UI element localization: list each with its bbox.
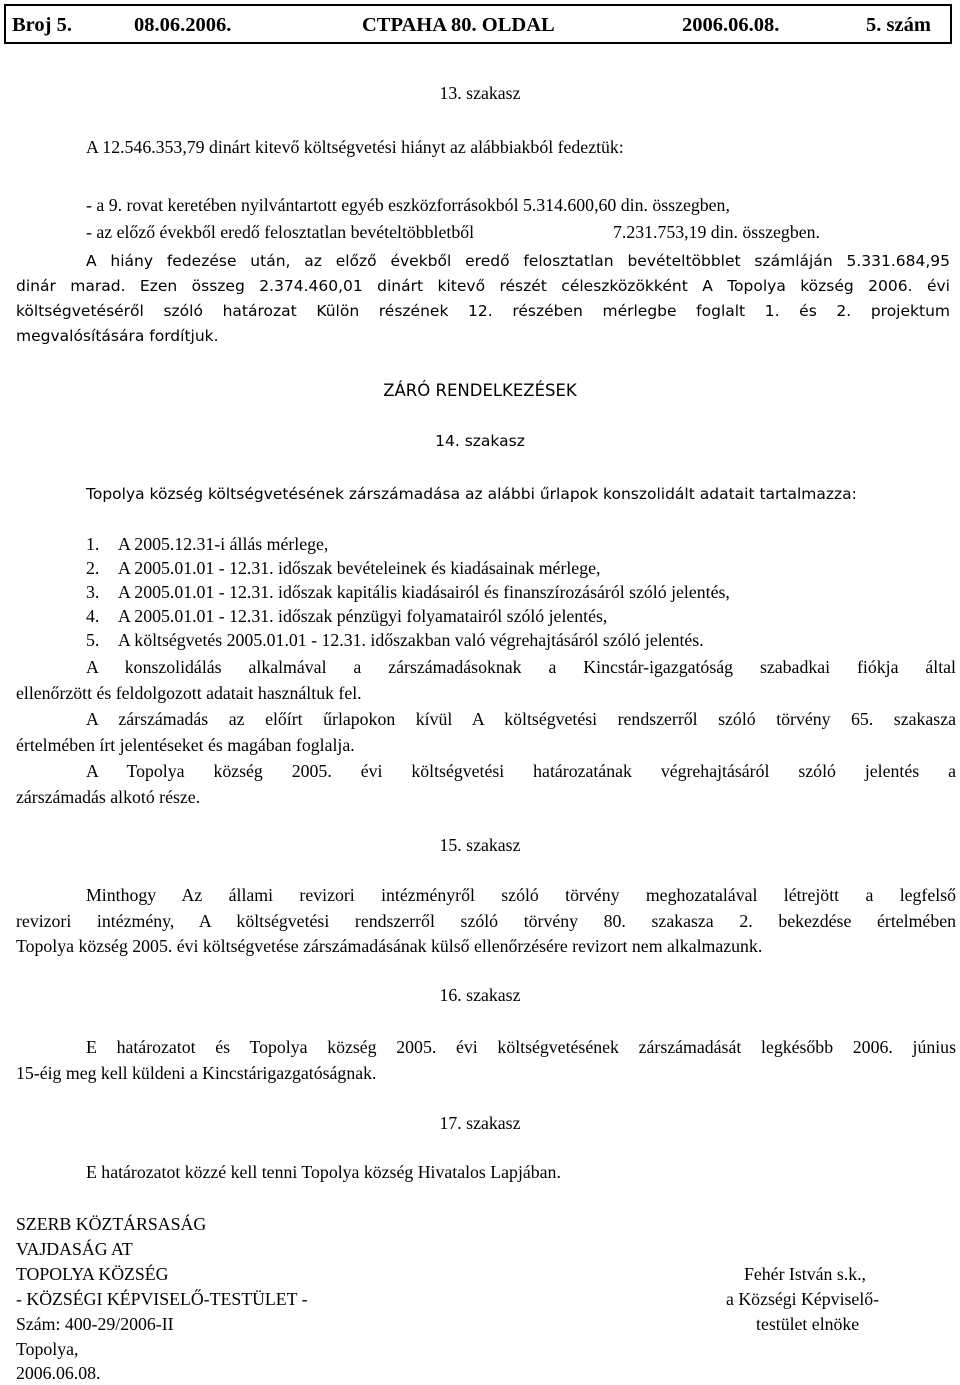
list-item (86, 533, 329, 555)
list-item-number: 1. (86, 534, 100, 554)
issuer-municipality: TOPOLYA KÖZSÉG (16, 1264, 169, 1284)
document-date: 2006.06.08. (16, 1363, 101, 1383)
section-14-para-line: A zárszámadás az előírt űrlapokon kívül A költségvetési rendszerről szóló törvény 65. szakasza (86, 709, 956, 729)
section-17-title: 17. szakasz (439, 1113, 521, 1133)
list-item (86, 629, 704, 651)
deficit-source-2-label: - az előző évekből eredő felosztatlan bevételtöbbletből (86, 222, 475, 242)
list-item-text: A 2005.01.01 - 12.31. időszak bevételeinek és kiadásainak mérlege, (118, 558, 601, 578)
list-item-number: 3. (86, 582, 100, 602)
issue-number-alt: 5. szám (866, 14, 931, 36)
issue-number: Broj 5. (12, 14, 72, 36)
issuer-country: SZERB KÖZTÁRSASÁG (16, 1214, 207, 1234)
list-item-number: 4. (86, 606, 100, 626)
list-item (86, 557, 601, 579)
deficit-source-2 (86, 221, 820, 243)
deficit-source-2-amount: 7.231.753,19 din. összegben. (613, 222, 820, 242)
list-item-number: 5. (86, 630, 100, 650)
issuer-body: - KÖZSÉGI KÉPVISELŐ-TESTÜLET - (16, 1289, 308, 1309)
page-header (4, 4, 952, 44)
section-14-intro: Topolya község költségvetésének zárszámadása az alábbi űrlapok konszolidált adatait tartalmazza: (86, 485, 857, 503)
list-item (86, 581, 730, 603)
section-16-para-line: 15-éig meg kell küldeni a Kincstárigazgatóságnak. (16, 1063, 377, 1083)
issuer-province: VAJDASÁG AT (16, 1239, 133, 1259)
header-date: 08.06.2006. (134, 14, 232, 36)
section-14-para-line: zárszámadás alkotó része. (16, 787, 201, 807)
publication-title: CTPAHA 80. OLDAL (362, 14, 555, 36)
section-14-title: 14. szakasz (435, 432, 525, 450)
signatory-title: testület elnöke (756, 1314, 860, 1334)
section-13-intro: A 12.546.353,79 dinárt kitevő költségvetési hiányt az alábbiakból fedeztük: (86, 137, 624, 157)
signatory-name: Fehér István s.k., (744, 1264, 866, 1284)
list-item-text: A 2005.12.31-i állás mérlege, (118, 534, 329, 554)
closing-provisions-heading: ZÁRÓ RENDELKEZÉSEK (383, 381, 577, 400)
section-14-para-line: ellenőrzött és feldolgozott adatait használtuk fel. (16, 683, 362, 703)
list-item-text: A 2005.01.01 - 12.31. időszak kapitális kiadásairól és finanszírozásáról szóló jelentés, (118, 582, 730, 602)
section-13-para-line: megvalósítására fordítjuk. (16, 327, 219, 345)
list-item-text: A költségvetés 2005.01.01 - 12.31. időszakban való végrehajtásáról szóló jelentés. (118, 630, 704, 650)
section-16-para-line: E határozatot és Topolya község 2005. évi költségvetésének zárszámadását legkésőbb 2006. június (86, 1037, 956, 1057)
section-17-para-line: E határozatot közzé kell tenni Topolya község Hivatalos Lapjában. (86, 1162, 561, 1182)
section-15-para-line: Minthogy Az állami revizori intézményről szóló törvény meghozatalával létrejött a legfelső (86, 885, 956, 905)
list-item-number: 2. (86, 558, 100, 578)
document-place: Topolya, (16, 1339, 79, 1359)
section-15-para-line: revizori intézmény, A költségvetési rendszerről szóló törvény 80. szakasza 2. bekezdése értelmében (16, 911, 956, 931)
section-14-para-line: értelmében írt jelentéseket és magában foglalja. (16, 735, 355, 755)
section-15-title: 15. szakasz (439, 835, 521, 855)
section-13-title: 13. szakasz (439, 83, 521, 103)
section-15-para-line: Topolya község 2005. évi költségvetése zárszámadásának külső ellenőrzésére revizort nem alkalmazunk. (16, 936, 763, 956)
section-13-para-line: költségvetéséről szóló határozat Külön részének 12. részében mérlegbe foglalt 1. és 2. projektum (16, 302, 950, 320)
document-number: Szám: 400-29/2006-II (16, 1314, 174, 1334)
section-14-para-line: A Topolya község 2005. évi költségvetési határozatának végrehajtásáról szóló jelentés a (86, 761, 956, 781)
list-item (86, 605, 608, 627)
signatory-title: a Községi Képviselő- (726, 1289, 880, 1309)
section-13-para-line: A hiány fedezése után, az előző évekből eredő felosztatlan bevételtöbblet számláján 5.331.684,95 (86, 252, 950, 270)
deficit-source-1: - a 9. rovat keretében nyilvántartott egyéb eszközforrásokból 5.314.600,60 din. összegben, (86, 195, 730, 215)
header-date-alt: 2006.06.08. (682, 14, 780, 36)
section-14-para-line: A konszolidálás alkalmával a zárszámadásoknak a Kincstár-igazgatóság szabadkai fiókja által (86, 657, 956, 677)
section-16-title: 16. szakasz (439, 985, 521, 1005)
section-13-para-line: dinár marad. Ezen összeg 2.374.460,01 dinárt kitevő részét céleszközökként A Topolya község 2006. évi (16, 277, 950, 295)
list-item-text: A 2005.01.01 - 12.31. időszak pénzügyi folyamatairól szóló jelentés, (118, 606, 608, 626)
